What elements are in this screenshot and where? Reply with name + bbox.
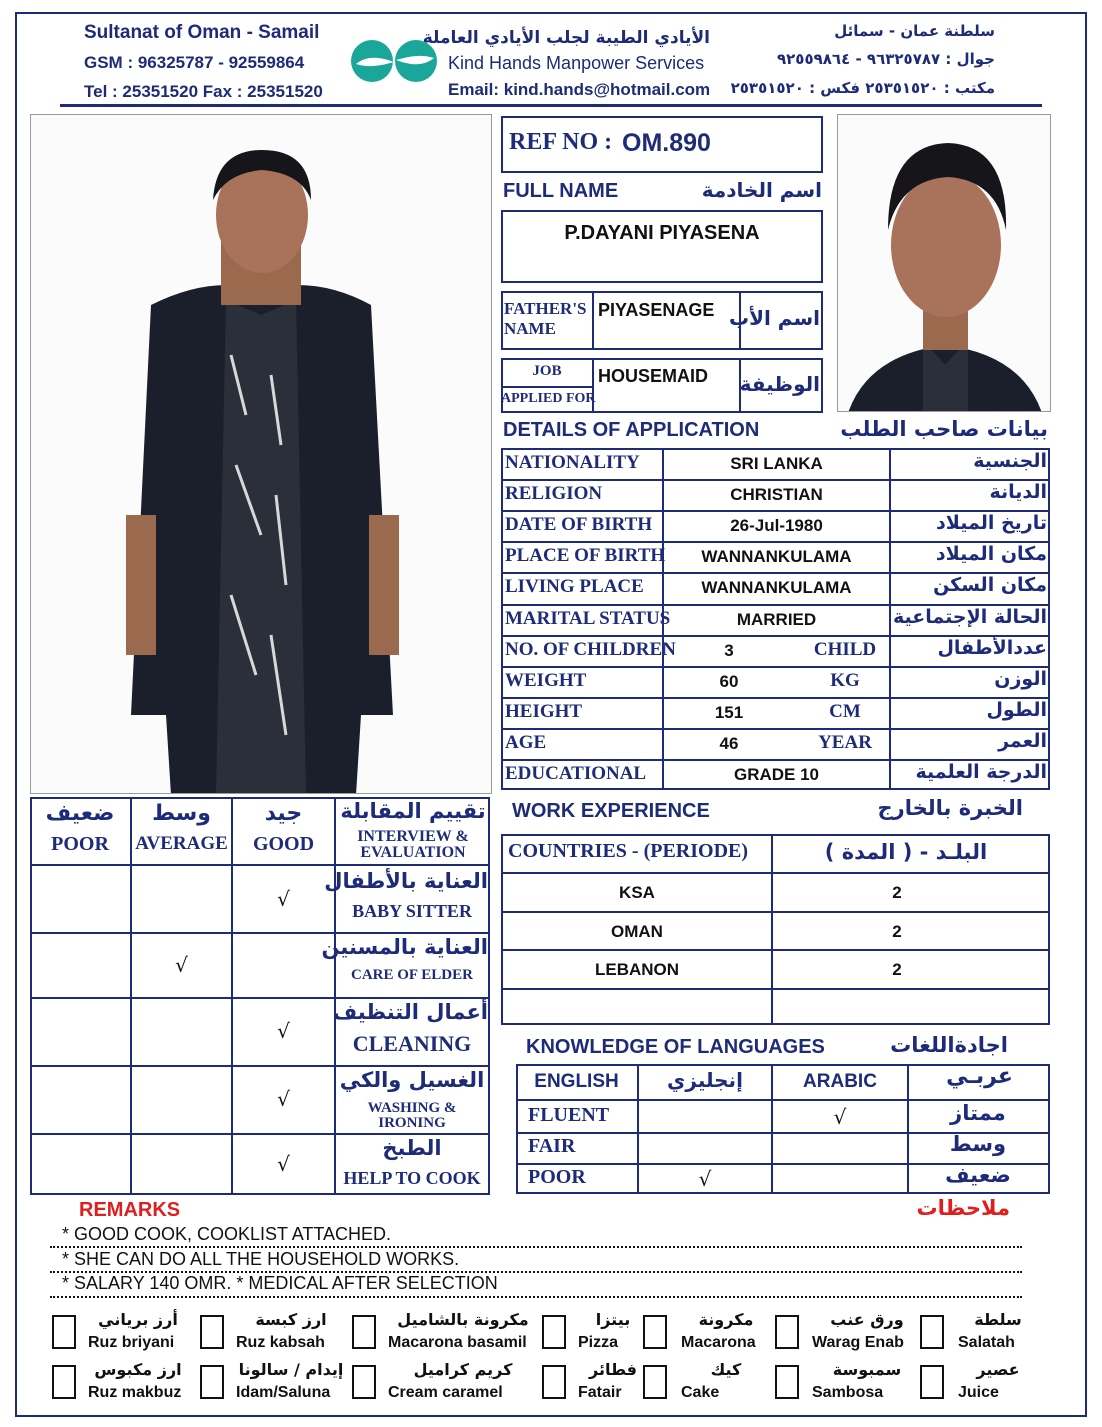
remarks-title-arabic: ملاحظات — [916, 1196, 1010, 1220]
lang-level-label: POOR — [528, 1166, 586, 1188]
portrait-photo — [837, 114, 1051, 412]
eval-header-poor-ar: ضعيف — [45, 801, 115, 826]
details-row-value: CHRISTIAN — [730, 485, 823, 504]
details-row-label: MARITAL STATUS — [505, 608, 671, 629]
remark-line-2: * SHE CAN DO ALL THE HOUSEHOLD WORKS. — [62, 1249, 460, 1269]
lang-arabic-check: √ — [833, 1105, 847, 1129]
food-name-arabic: ورق عنب — [830, 1310, 904, 1329]
food-name-english: Macarona — [681, 1334, 756, 1351]
food-checkbox[interactable] — [920, 1365, 944, 1399]
remark-line-1: * GOOD COOK, COOKLIST ATTACHED. — [62, 1224, 392, 1244]
eval-skill-english: CARE OF ELDER — [351, 967, 473, 983]
details-row-value: MARRIED — [736, 610, 817, 629]
details-title-arabic: بيانات صاحب الطلب — [840, 417, 1048, 441]
details-row-arabic: عددالأطفال — [937, 637, 1047, 659]
eval-header-good-ar: جيد — [264, 801, 303, 826]
food-name-english: Ruz makbuz — [88, 1384, 182, 1401]
father-label-2: NAME — [504, 319, 556, 338]
details-title: DETAILS OF APPLICATION — [503, 419, 760, 441]
ref-value: OM.890 — [622, 129, 711, 157]
header-right-line-1: سلطنة عمان - سمائل — [834, 22, 995, 40]
languages-title: KNOWLEDGE OF LANGUAGES — [526, 1036, 825, 1058]
header-divider — [60, 104, 1042, 107]
eval-check-mark: √ — [277, 887, 290, 911]
food-name-arabic: ارز كبسة — [255, 1310, 327, 1329]
details-row-arabic: الجنسية — [973, 450, 1047, 472]
eval-skill-arabic: أعمال التنظيف — [332, 1000, 488, 1024]
ref-label: REF NO : — [509, 129, 613, 155]
work-header-arabic: البلـد - ( المدة ) — [824, 840, 988, 864]
details-row-value: WANNANKULAMA — [701, 578, 852, 597]
details-row-arabic: الحالة الإجتماعية — [893, 606, 1047, 628]
eval-skill-english: CLEANING — [352, 1031, 472, 1056]
work-title-arabic: الخبرة بالخارج — [877, 796, 1023, 820]
lang-english-check: √ — [698, 1167, 712, 1191]
details-row-label: HEIGHT — [505, 701, 583, 722]
details-row-label: DATE OF BIRTH — [505, 514, 653, 535]
details-row-unit: KG — [830, 670, 860, 691]
lang-col-english: ENGLISH — [534, 1071, 619, 1092]
food-name-english: Ruz kabsah — [236, 1334, 325, 1351]
lang-level-arabic: ممتاز — [950, 1101, 1006, 1125]
eval-header-interview-ar: تقييم المقابلة — [340, 799, 486, 823]
full-name-label-arabic: اسم الخادمة — [701, 178, 822, 202]
food-name-arabic: إيدام / سالونا — [238, 1360, 344, 1379]
food-checkbox[interactable] — [200, 1315, 224, 1349]
work-title: WORK EXPERIENCE — [512, 800, 710, 822]
food-name-english: Pizza — [578, 1334, 619, 1351]
food-name-arabic: كيك — [710, 1360, 742, 1379]
details-row-value: 46 — [719, 734, 739, 753]
food-name-arabic: سلطة — [974, 1310, 1022, 1329]
food-name-english: Sambosa — [812, 1384, 884, 1401]
eval-skill-arabic: العناية بالمسنين — [321, 935, 488, 959]
job-label-arabic: الوظيفة — [739, 372, 820, 396]
lang-level-arabic: ضعيف — [945, 1163, 1011, 1187]
food-name-arabic: مكرونة بالشاميل — [397, 1310, 529, 1329]
food-name-english: Ruz briyani — [88, 1334, 175, 1351]
header-left-line-3: Tel : 25351520 Fax : 25351520 — [84, 82, 323, 101]
lang-col-english-ar: إنجليزي — [667, 1068, 743, 1092]
details-row-unit: YEAR — [818, 732, 872, 753]
food-name-arabic: أرز برياني — [98, 1310, 178, 1329]
work-period: 2 — [892, 922, 902, 941]
food-name-english: Juice — [958, 1384, 999, 1401]
lang-col-arabic: ARABIC — [803, 1071, 877, 1092]
details-row-value: 26-Jul-1980 — [730, 516, 823, 535]
eval-skill-english: HELP TO COOK — [343, 1168, 481, 1188]
details-row-unit: CHILD — [813, 639, 877, 660]
details-row-value: WANNANKULAMA — [701, 547, 852, 566]
food-name-arabic: كريم كراميل — [413, 1360, 513, 1379]
header-right-line-3: مكتب : ٢٥٣٥١٥٢٠ فكس : ٢٥٣٥١٥٢٠ — [730, 79, 995, 97]
work-period: 2 — [892, 883, 902, 902]
details-row-label: NATIONALITY — [505, 452, 640, 473]
lang-level-arabic: وسط — [949, 1132, 1007, 1156]
eval-check-mark: √ — [277, 1087, 290, 1111]
header-right-line-2: جوال : ٩٦٣٢٥٧٨٧ - ٩٢٥٥٩٨٦٤ — [777, 50, 995, 68]
languages-title-arabic: اجادةاللغات — [890, 1033, 1008, 1057]
eval-skill-arabic: الطبخ — [382, 1136, 442, 1160]
food-name-english: Macarona basamil — [388, 1334, 527, 1351]
company-email[interactable]: Email: kind.hands@hotmail.com — [448, 80, 711, 99]
details-row-arabic: مكان الميلاد — [935, 543, 1047, 565]
eval-header-average-ar: وسط — [152, 801, 211, 826]
lang-col-arabic-ar: عربـي — [946, 1064, 1013, 1089]
food-checkbox[interactable] — [542, 1365, 566, 1399]
father-label-1: FATHER'S — [504, 299, 587, 318]
remark-line-3: * SALARY 140 OMR. * MEDICAL AFTER SELECTION — [62, 1273, 498, 1293]
details-row-value: SRI LANKA — [730, 454, 823, 473]
food-name-arabic: بيتزا — [595, 1310, 631, 1329]
food-name-english: Fatair — [578, 1384, 622, 1401]
father-label-arabic: اسم الأب — [728, 306, 820, 330]
remarks-title: REMARKS — [79, 1199, 181, 1221]
eval-check-mark: √ — [277, 1152, 290, 1176]
food-name-arabic: عصير — [976, 1360, 1020, 1379]
details-row-value: 151 — [714, 703, 744, 722]
eval-skill-english: WASHING & IRONING — [367, 1100, 457, 1131]
food-name-english: Salatah — [958, 1334, 1015, 1351]
food-checkbox[interactable] — [643, 1315, 667, 1349]
eval-skill-arabic: العناية بالأطفال — [324, 869, 488, 893]
food-checkbox[interactable] — [775, 1315, 799, 1349]
header-left-line-2: GSM : 96325787 - 92559864 — [84, 53, 305, 72]
details-row-value: GRADE 10 — [733, 765, 820, 784]
food-name-arabic: سمبوسة — [832, 1360, 902, 1379]
eval-check-mark: √ — [277, 1019, 290, 1043]
work-country: LEBANON — [594, 960, 680, 979]
details-row-value: 3 — [724, 641, 734, 660]
food-checkbox[interactable] — [542, 1315, 566, 1349]
lang-level-label: FAIR — [528, 1135, 576, 1157]
details-row-label: AGE — [505, 732, 547, 753]
food-name-arabic: مكرونة — [698, 1310, 754, 1329]
job-value: HOUSEMAID — [598, 366, 709, 386]
full-name-box — [501, 210, 823, 283]
details-row-label: RELIGION — [505, 483, 603, 504]
details-row-arabic: تاريخ الميلاد — [936, 512, 1047, 534]
food-checkbox[interactable] — [52, 1315, 76, 1349]
details-row-arabic: مكان السكن — [933, 574, 1047, 596]
details-row-arabic: الديانة — [989, 481, 1047, 503]
company-name-arabic: الأيادي الطيبة لجلب الأيادي العاملة — [422, 28, 710, 48]
full-body-photo — [30, 114, 492, 794]
eval-header-interview: INTERVIEW & EVALUATION — [357, 828, 469, 861]
details-row-label: EDUCATIONAL — [505, 763, 647, 784]
food-name-arabic: ارز مكبوس — [94, 1360, 182, 1379]
details-row-arabic: الطول — [986, 699, 1047, 721]
eval-header-poor: POOR — [51, 833, 109, 855]
food-name-english: Cake — [681, 1384, 720, 1401]
food-checkbox[interactable] — [52, 1365, 76, 1399]
job-label-1: JOB — [532, 363, 562, 379]
company-name-english: Kind Hands Manpower Services — [448, 53, 705, 73]
food-checkbox[interactable] — [352, 1315, 376, 1349]
food-name-arabic: فطائر — [588, 1360, 638, 1379]
details-row-label: NO. OF CHILDREN — [505, 639, 676, 660]
eval-skill-english: BABY SITTER — [352, 901, 472, 921]
details-row-label: LIVING PLACE — [505, 576, 644, 597]
work-header-english: COUNTRIES - (PERIODE) — [508, 840, 749, 862]
full-name-label: FULL NAME — [503, 180, 619, 202]
details-row-arabic: العمر — [998, 730, 1047, 752]
work-country: OMAN — [611, 922, 663, 941]
header-left-line-1: Sultanat of Oman - Samail — [84, 22, 320, 43]
food-checkbox[interactable] — [920, 1315, 944, 1349]
food-name-english: Warag Enab — [812, 1334, 904, 1351]
lang-level-label: FLUENT — [528, 1104, 610, 1126]
full-name-value: P.DAYANI PIYASENA — [564, 222, 760, 244]
food-checkbox[interactable] — [200, 1365, 224, 1399]
details-row-label: WEIGHT — [505, 670, 587, 691]
work-country: KSA — [619, 883, 655, 902]
food-name-english: Idam/Saluna — [236, 1384, 331, 1401]
work-period: 2 — [892, 960, 902, 979]
food-checkbox[interactable] — [643, 1365, 667, 1399]
details-row-arabic: الوزن — [994, 668, 1047, 690]
details-row-label: PLACE OF BIRTH — [505, 545, 666, 566]
job-label-2: APPLIED FOR — [501, 391, 596, 406]
food-checkbox[interactable] — [775, 1365, 799, 1399]
details-row-arabic: الدرجة العلمية — [915, 761, 1047, 783]
eval-header-average: AVERAGE — [135, 833, 228, 854]
details-row-unit: CM — [829, 701, 861, 722]
father-name-value: PIYASENAGE — [598, 300, 715, 320]
food-name-english: Cream caramel — [388, 1384, 503, 1401]
eval-skill-arabic: الغسيل والكي — [339, 1068, 485, 1092]
details-row-value: 60 — [719, 672, 739, 691]
food-checkbox[interactable] — [352, 1365, 376, 1399]
eval-check-mark: √ — [175, 953, 188, 977]
eval-header-good: GOOD — [252, 833, 315, 855]
